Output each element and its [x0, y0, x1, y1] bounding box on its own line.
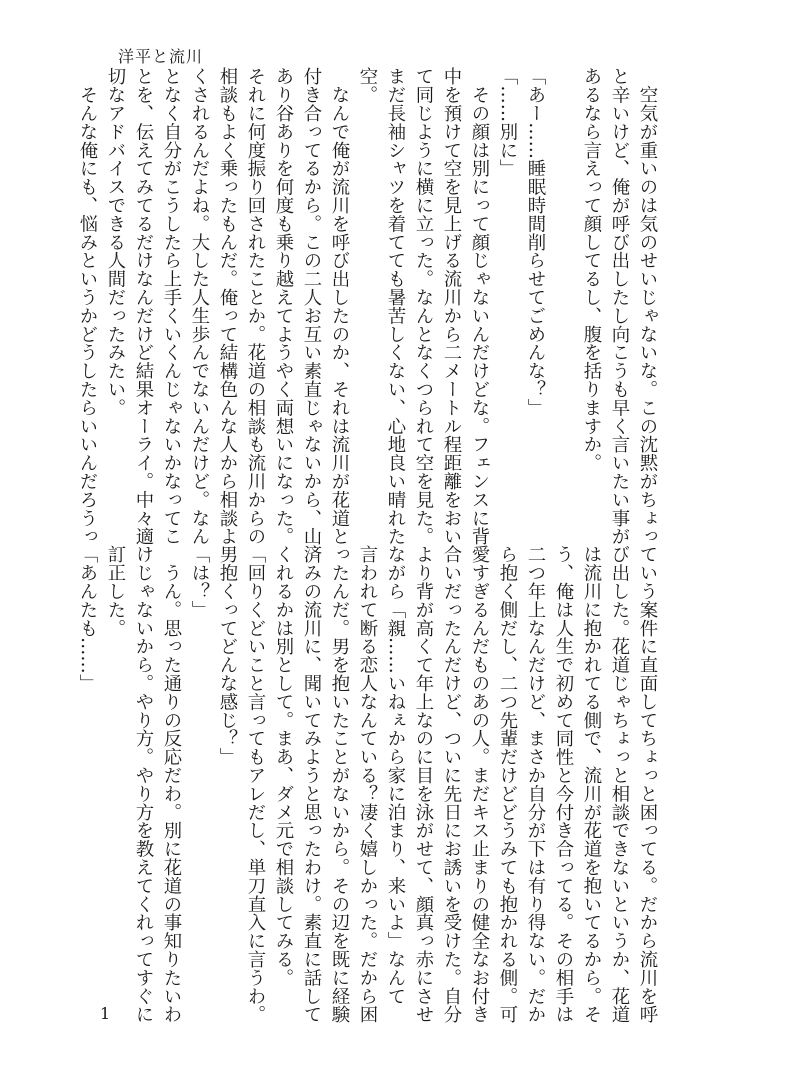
text-line: とを、伝えてみてるだけなんだけど結果オーライ。中々適 — [133, 67, 154, 546]
text-line: 男抱くってどんな感じ？」 — [217, 545, 238, 766]
text-line: けじゃないから。やり方。やり方を教えてくれってすぐに — [133, 545, 154, 1024]
page-number: 1 — [100, 1004, 111, 1023]
text-line: 愛すぎるんだものあの人。まだキス止まりの健全なお付き — [469, 545, 490, 1024]
text-line: 「は？」 — [189, 545, 210, 619]
page-header: 洋平と流川 — [118, 47, 204, 66]
text-line: 中を預けて空を見上げる流川から二メートル程距離をおい — [441, 67, 462, 546]
text-line: 空。 — [357, 67, 378, 104]
text-line: 相談もよく乗ったもんだ。俺って結構色んな人から相談よ — [217, 67, 238, 546]
text-line: ていう案件に直面してちょっと困ってる。だから流川を呼 — [637, 545, 658, 1024]
text-line: それに何度振り回されたことか。花道の相談も流川からの — [245, 67, 266, 546]
text-line: 「……別に」 — [497, 67, 518, 178]
text-line: あり谷ありを何度も乗り越えてようやく両想いになった。 — [273, 67, 294, 546]
text-line: 空気が重いのは気のせいじゃないな。この沈黙がちょっ — [637, 67, 658, 546]
text-line: その顔は別にって顔じゃないんだけどな。フェンスに背 — [469, 67, 490, 546]
text-line: まだ長袖シャツを着てても暑苦しくない、心地良い晴れた — [385, 67, 406, 546]
text-line: あるなら言えって顔してるし、腹を括りますか。 — [581, 67, 602, 472]
upper-text-block — [73, 67, 661, 546]
text-line: 二つ年上なんだけど、まさか自分が下は有り得ない。だか — [525, 545, 546, 1024]
text-line: 「回りくどいこと言ってもアレだし、単刀直入に言うわ。 — [245, 545, 266, 1024]
text-line: なんで俺が流川を呼び出したのか、それは流川が花道と — [329, 67, 350, 546]
text-line: て同じように横に立った。なんとなくつられて空を見た。 — [413, 67, 434, 546]
text-line: くされるんだよね。大した人生歩んでないんだけど。なん — [189, 67, 210, 546]
text-line: ら抱く側だし、二つ先輩だけどどうみても抱かれる側。可 — [497, 545, 518, 1024]
text-line: ながら「親……いねぇから家に泊まり、来いよ」なんて — [385, 545, 406, 1005]
text-line: 訂正した。 — [105, 545, 126, 637]
text-line: 「あんたも……」 — [77, 545, 98, 693]
text-line: 付き合ってるから。この二人お互い素直じゃないから、山 — [301, 67, 322, 546]
text-line: う、俺は人生で初めて同性と今付き合ってる。その相手は — [553, 545, 574, 1024]
lower-text-block — [73, 545, 661, 1024]
text-line: より背が高くて年上なのに目を泳がせて、顔真っ赤にさせ — [413, 545, 434, 1024]
text-line: となく自分がこうしたら上手くいくんじゃないかなってこ — [161, 67, 182, 546]
text-line: 切なアドバイスできる人間だったみたい。 — [105, 67, 126, 417]
text-line: 言われて断る恋人なんている？凄く嬉しかった。だから困 — [357, 545, 378, 1024]
text-line: くれるかは別として。まあ、ダメ元で相談してみる。 — [273, 545, 294, 987]
text-line: ったんだ。男を抱いたことがないから。その辺を既に経験 — [329, 545, 350, 1024]
text-line — [549, 67, 577, 507]
text-line: そんな俺にも、悩みというかどうしたらいいんだろうっ — [77, 67, 98, 546]
text-line: び出した。花道じゃちょっと相談できないというか、花道 — [609, 545, 630, 1024]
text-line: うん。思った通りの反応だわ。別に花道の事知りたいわ — [161, 545, 182, 1024]
text-line: 合いだったんだけど、ついに先日にお誘いを受けた。自分 — [441, 545, 462, 1024]
text-line: は流川に抱かれてる側で、流川が花道を抱いてるから。そ — [581, 545, 602, 1024]
text-line: 済みの流川に、聞いてみようと思ったわけ。素直に話して — [301, 545, 322, 1024]
text-line: 「あー……睡眠時間削らせてごめんな？」 — [525, 67, 546, 417]
text-line: と辛いけど、俺が呼び出したし向こうも早く言いたい事が — [609, 67, 630, 546]
